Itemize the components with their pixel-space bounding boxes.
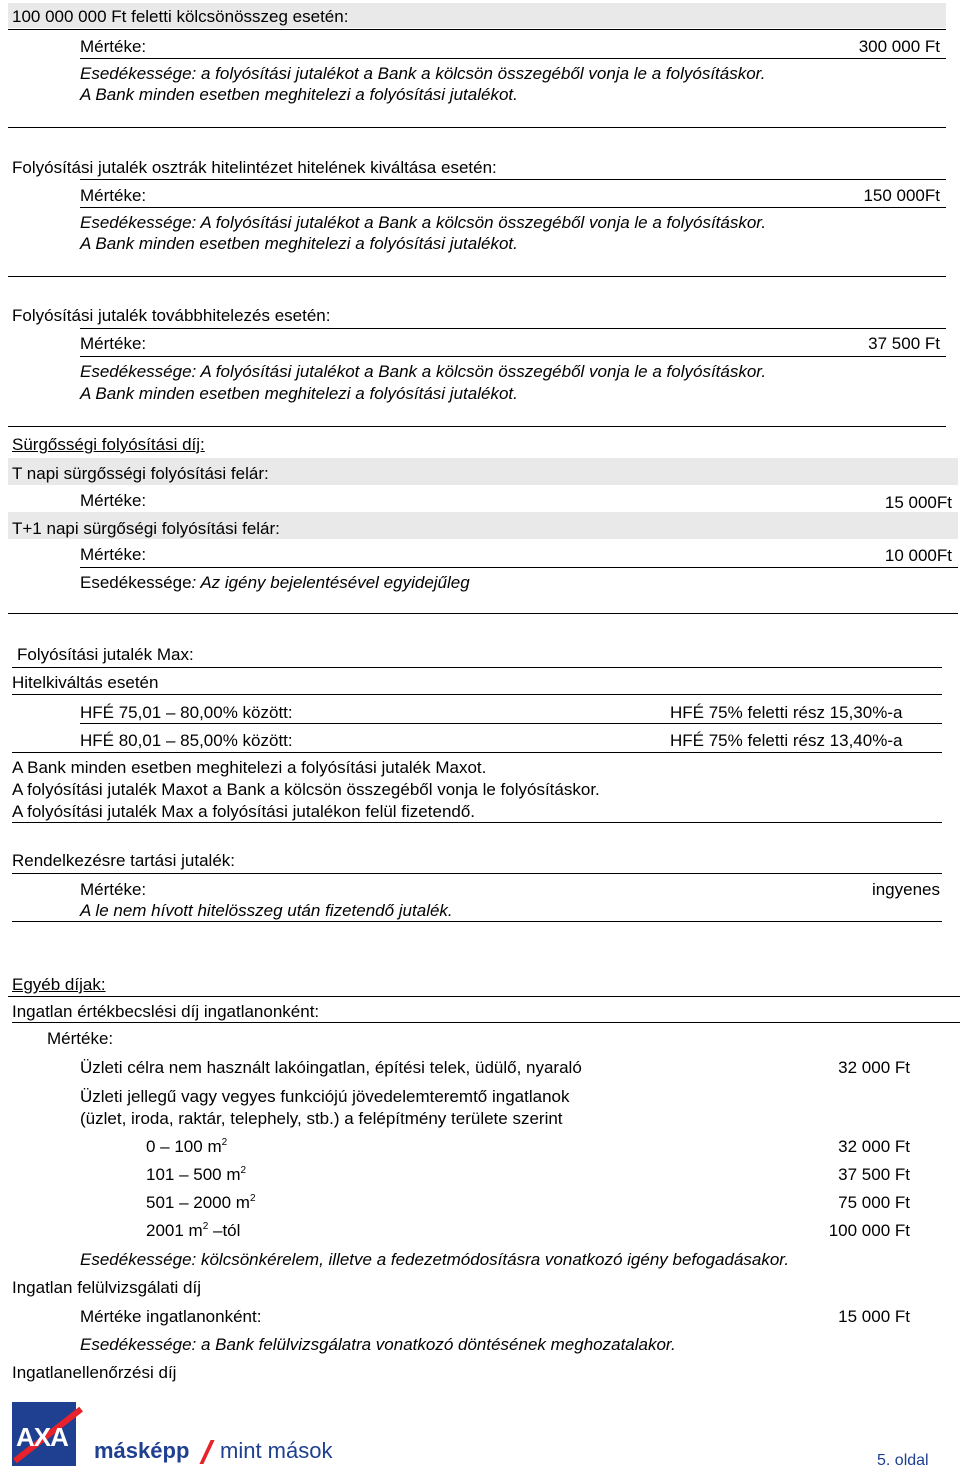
s5-row2-value: HFÉ 75% feletti rész 13,40%-a	[670, 731, 903, 750]
s7-felulv-title: Ingatlan felülvizsgálati díj	[12, 1278, 202, 1297]
s7-felulv-label: Mértéke ingatlanonként:	[80, 1307, 262, 1326]
s7-tier-1-value: 37 500 Ft	[838, 1165, 910, 1184]
s7-felulv-value: 15 000 Ft	[838, 1307, 910, 1326]
s1-title: 100 000 000 Ft feletti kölcsönösszeg esetén:	[12, 7, 349, 26]
s7-merteke-label: Mértéke:	[47, 1029, 114, 1048]
s4-esed-label: Esedékessége	[80, 573, 192, 592]
s6-title: Rendelkezésre tartási jutalék:	[12, 851, 236, 870]
s3-title: Folyósítási jutalék továbbhitelezés esetén:	[12, 306, 331, 325]
s4-t-label: T napi sürgősségi folyósítási felár:	[12, 464, 269, 483]
s5-row2-label: HFÉ 80,01 – 85,00% között:	[80, 731, 293, 750]
s7-tier-0-value: 32 000 Ft	[838, 1137, 910, 1156]
s7-ellenorzes-title: Ingatlanellenőrzési díj	[12, 1363, 177, 1382]
s2-value: 150 000Ft	[863, 186, 940, 205]
s4-title: Sürgősségi folyósítási díj:	[12, 435, 205, 454]
slogan-separator	[199, 1440, 214, 1464]
s7-esedekesseg: Esedékessége: kölcsönkérelem, illetve a fedezetmódosításra vonatkozó igény befogadásakor.	[80, 1250, 790, 1269]
s7-item2-line1: Üzleti jellegű vagy vegyes funkciójú jövedelemteremtő ingatlanok	[80, 1087, 570, 1106]
s4-esed-text: : Az igény bejelentésével egyidejűleg	[191, 573, 470, 592]
s4-t1-value: 10 000Ft	[884, 546, 952, 565]
s7-item2-line2: (üzlet, iroda, raktár, telephely, stb.) a felépítmény területe szerint	[80, 1109, 563, 1128]
s3-esedekesseg: Esedékessége: A folyósítási jutalékot a Bank a kölcsön összegéből vonja le a folyósításkor.	[80, 362, 767, 381]
s7-tier-1-label: 101 – 500 $m^2$	[146, 1165, 247, 1184]
s5-note2: A folyósítási jutalék Maxot a Bank a kölcsön összegéből vonja le folyósításkor.	[12, 780, 600, 799]
s2-esedekesseg: Esedékessége: A folyósítási jutalékot a Bank a kölcsön összegéből vonja le a folyósításkor.	[80, 213, 767, 232]
s2-merteke-label: Mértéke:	[80, 186, 147, 205]
s3-merteke-label: Mértéke:	[80, 334, 147, 353]
s7-tier-0-label: 0 – 100 $m^2$	[146, 1137, 228, 1156]
s6-value: ingyenes	[871, 880, 940, 899]
s7-tier-3-label: 2001 $m^2$ –tól	[146, 1221, 241, 1240]
s4-t1-merteke: Mértéke:	[80, 545, 147, 564]
s2-note: A Bank minden esetben meghitelezi a folyósítási jutalékot.	[80, 234, 518, 253]
page-number: 5. oldal	[877, 1452, 929, 1469]
slogan-part-1: másképp	[94, 1438, 190, 1463]
s4-t-merteke: Mértéke:	[80, 491, 147, 510]
s3-note: A Bank minden esetben meghitelezi a folyósítási jutalékot.	[80, 384, 518, 403]
s5-title: Folyósítási jutalék Max:	[17, 645, 194, 664]
s4-t-value: 15 000Ft	[884, 493, 952, 512]
s7-tier-2-value: 75 000 Ft	[838, 1193, 910, 1212]
s1-merteke-label: Mértéke:	[80, 37, 147, 56]
axa-logo: AXA	[12, 1402, 76, 1466]
s6-note: A le nem hívott hitelösszeg után fizetendő jutalék.	[80, 901, 453, 920]
s5-row1-value: HFÉ 75% feletti rész 15,30%-a	[670, 703, 903, 722]
s5-row1-label: HFÉ 75,01 – 80,00% között:	[80, 703, 293, 722]
s7-sub: Ingatlan értékbecslési díj ingatlanonként:	[12, 1002, 320, 1021]
s3-value: 37 500 Ft	[868, 334, 940, 353]
s2-title: Folyósítási jutalék osztrák hitelintézet hitelének kiváltása esetén:	[12, 158, 497, 177]
s4-esedekesseg	[80, 573, 470, 593]
s7-tier-3-value: 100 000 Ft	[828, 1221, 910, 1240]
s5-note3: A folyósítási jutalék Max a folyósítási jutalékon felül fizetendő.	[12, 802, 476, 821]
slogan-part-2: mint mások	[220, 1438, 333, 1463]
s1-value: 300 000 Ft	[858, 37, 940, 56]
s6-merteke-label: Mértéke:	[80, 880, 147, 899]
s7-tier-2-label: 501 – 2000 $m^2$	[146, 1193, 256, 1212]
s7-felulv-esedekesseg: Esedékessége: a Bank felülvizsgálatra vonatkozó döntésének meghozatalakor.	[80, 1335, 676, 1354]
s4-t1-label: T+1 napi sürgőségi folyósítási felár:	[12, 519, 280, 538]
s7-item1-label: Üzleti célra nem használt lakóingatlan, építési telek, üdülő, nyaraló	[80, 1058, 582, 1077]
s5-sub: Hitelkiváltás esetén	[12, 673, 159, 692]
s7-title: Egyéb díjak:	[12, 975, 106, 994]
s1-note: A Bank minden esetben meghitelezi a folyósítási jutalékot.	[80, 85, 518, 104]
s5-note1: A Bank minden esetben meghitelezi a folyósítási jutalék Maxot.	[12, 758, 487, 777]
s7-item1-value: 32 000 Ft	[838, 1058, 910, 1077]
s1-esedekesseg: Esedékessége: a folyósítási jutalékot a Bank a kölcsön összegéből vonja le a folyósításkor.	[80, 64, 766, 83]
